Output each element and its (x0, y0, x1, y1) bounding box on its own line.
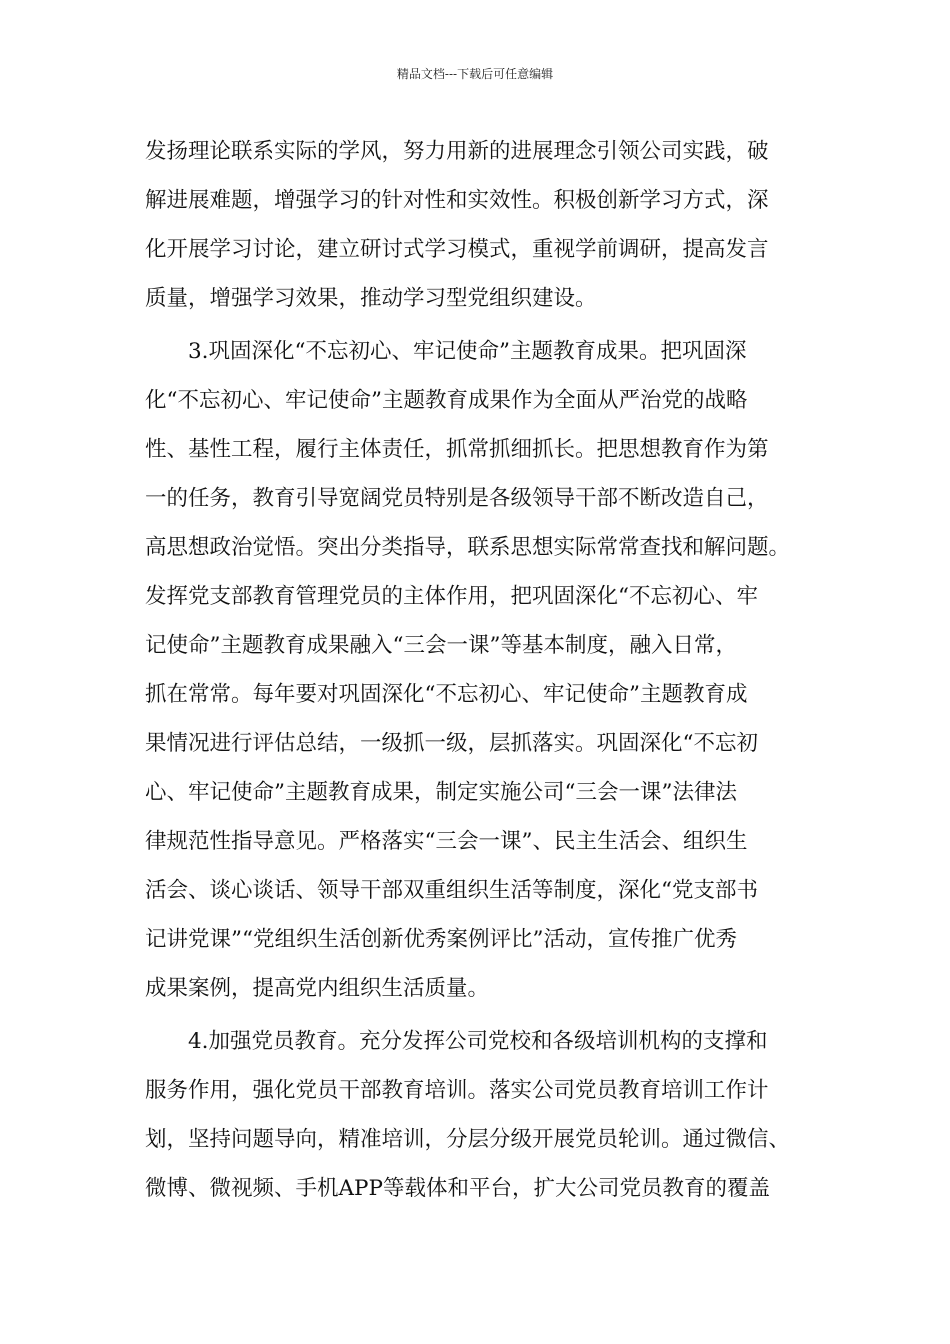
text-line: 化“不忘初心、牢记使命”主题教育成果作为全面从严治党的战略 (145, 388, 748, 413)
text-line: 质量，增强学习效果，推动学习型党组织建设。 (145, 286, 597, 311)
text-line: 成果案例，提高党内组织生活质量。 (145, 976, 490, 1001)
text-line: 高思想政治觉悟。突出分类指导，联系思想实际常常查找和解问题。 (145, 535, 791, 560)
text-line: 微博、微视频、手机APP等载体和平台，扩大公司党员教育的覆盖 (145, 1176, 770, 1201)
text-line: 律规范性指导意见。严格落实“三会一课”、民主生活会、组织生 (145, 829, 748, 854)
page-header: 精品文档---下载后可任意编辑 (396, 67, 554, 81)
text-line: 性、基性工程，履行主体责任，抓常抓细抓长。把思想教育作为第 (145, 437, 769, 462)
text-line: 解进展难题，增强学习的针对性和实效性。积极创新学习方式，深 (145, 188, 769, 213)
text-line: 服务作用，强化党员干部教育培训。落实公司党员教育培训工作计 (145, 1078, 769, 1103)
text-line: 划，坚持问题导向，精准培训，分层分级开展党员轮训。通过微信、 (145, 1127, 791, 1152)
text-line: 化开展学习讨论，建立研讨式学习模式，重视学前调研，提高发言 (145, 237, 769, 262)
paragraph-start-line: 3.巩固深化“不忘初心、牢记使命”主题教育成果。把巩固深 (188, 339, 747, 364)
text-line: 一的任务，教育引导宽阔党员特别是各级领导干部不断改造自己， (145, 486, 769, 511)
text-line: 果情况进行评估总结，一级抓一级，层抓落实。巩固深化“不忘初 (145, 731, 758, 756)
text-line: 抓在常常。每年要对巩固深化“不忘初心、牢记使命”主题教育成 (145, 682, 748, 707)
text-line: 记讲党课”“党组织生活创新优秀案例评比”活动，宣传推广优秀 (145, 927, 737, 952)
text-line: 发扬理论联系实际的学风，努力用新的进展理念引领公司实践，破 (145, 139, 769, 164)
text-line: 活会、谈心谈话、领导干部双重组织生活等制度，深化“党支部书 (145, 878, 758, 903)
text-line: 记使命”主题教育成果融入“三会一课”等基本制度，融入日常， (145, 633, 737, 658)
paragraph-start-line: 4.加强党员教育。充分发挥公司党校和各级培训机构的支撑和 (188, 1029, 768, 1054)
text-line: 心、牢记使命”主题教育成果，制定实施公司“三会一课”法律法 (145, 780, 737, 805)
text-line: 发挥党支部教育管理党员的主体作用，把巩固深化“不忘初心、牢 (145, 584, 758, 609)
